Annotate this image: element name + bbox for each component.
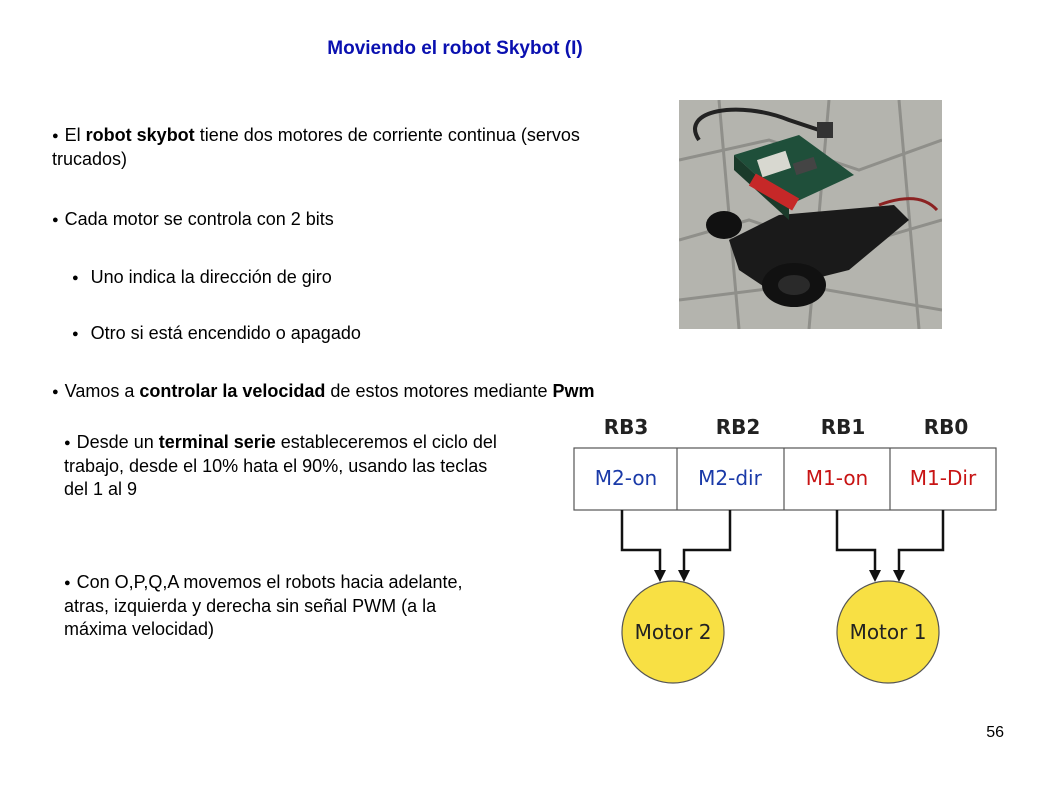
bit-label: M1-Dir xyxy=(909,466,977,490)
motor-label: Motor 2 xyxy=(634,620,712,644)
bullet-item: ● El robot skybot tiene dos motores de corriente continua (servos trucados) xyxy=(52,125,580,169)
bit-label: M1-on xyxy=(805,466,869,490)
register-label: RB1 xyxy=(820,415,866,439)
register-label: RB2 xyxy=(715,415,761,439)
register-label: RB0 xyxy=(923,415,969,439)
sub-bullet-item: ● Otro si está encendido o apagado xyxy=(72,323,361,343)
bullet-item: ● Cada motor se controla con 2 bits xyxy=(52,209,334,229)
page-number: 56 xyxy=(986,724,1004,741)
sub-bullet-item: ● Uno indica la dirección de giro xyxy=(72,267,332,287)
page-title: Moviendo el robot Skybot (I) xyxy=(327,38,583,59)
motor-label: Motor 1 xyxy=(849,620,927,644)
bullet-item: ● Vamos a controlar la velocidad de estos motores mediante Pwm xyxy=(52,381,595,401)
robot-photo xyxy=(679,100,942,329)
sub-bullet-item: ● Desde un terminal serie estableceremos el ciclo del trabajo, desde el 10% hata el 90%, usando las teclas del 1 al 9 xyxy=(64,432,497,499)
bit-label: M2-dir xyxy=(698,466,762,490)
sub-bullet-item: ● Con O,P,Q,A movemos el robots hacia adelante, atras, izquierda y derecha sin señal PWM (a la máxima velocidad) xyxy=(64,572,463,639)
bit-diagram xyxy=(560,408,1010,690)
arrow-heads xyxy=(654,570,905,582)
connection-lines xyxy=(622,510,943,572)
register-label: RB3 xyxy=(603,415,649,439)
bit-label: M2-on xyxy=(594,466,658,490)
